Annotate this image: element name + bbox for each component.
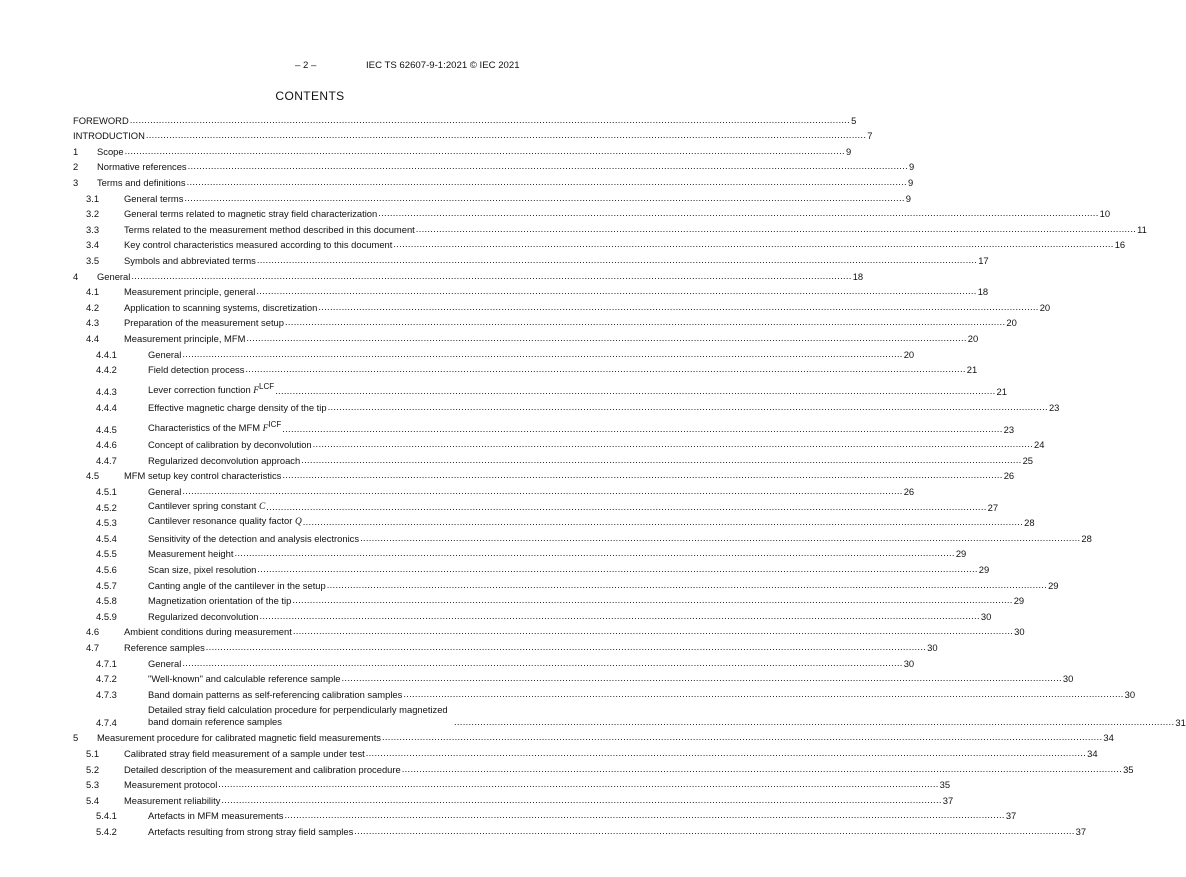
toc-entry-title	[148, 704, 453, 728]
toc-entry-title	[148, 548, 233, 559]
toc-entry-title-text: "Well-known" and calculable reference sample	[148, 673, 341, 685]
toc-entry-symbol: Q	[294, 517, 302, 528]
toc-entry-number: 4.5.4	[96, 532, 117, 544]
toc-entry-page: 7	[867, 130, 873, 142]
toc-entry-number: 4.7	[86, 642, 100, 653]
toc-entry-page: 11	[1137, 223, 1147, 235]
toc-entry-number: 5.4.2	[96, 825, 117, 837]
toc-entry-leader-dots	[184, 192, 904, 203]
toc-entry[interactable]	[73, 481, 915, 498]
toc-entry-title-text: General	[148, 348, 182, 360]
toc-entry-title	[148, 595, 291, 606]
toc-entry-title-text: Measurement height	[148, 548, 234, 560]
toc-entry-title-text: Cantilever resonance quality factor	[148, 515, 293, 527]
toc-entry-title	[124, 470, 281, 481]
toc-entry-number: 4.4.7	[96, 454, 117, 466]
toc-entry-title-text: Scan size, pixel resolution	[148, 564, 257, 576]
toc-entry-number: 3.5	[86, 254, 100, 266]
toc-entry-leader-dots	[285, 316, 1005, 327]
toc-entry[interactable]	[73, 313, 1017, 329]
toc-entry-title-text: Magnetization orientation of the tip	[148, 595, 292, 607]
toc-entry-title	[124, 302, 317, 313]
toc-entry-page: 28	[1081, 532, 1092, 544]
toc-entry-title-text: Application to scanning systems, discretization	[124, 301, 318, 313]
toc-entry-number: 5.1	[86, 747, 100, 759]
toc-entry-leader-dots	[146, 129, 866, 140]
toc-entry-page: 30	[980, 610, 992, 622]
toc-entry-title	[124, 317, 284, 328]
toc-entry[interactable]	[73, 575, 1059, 591]
toc-entry-leader-dots	[245, 363, 965, 374]
toc-entry[interactable]	[73, 700, 1186, 728]
toc-entry-leader-dots	[246, 332, 966, 343]
toc-entry-leader-dots	[301, 454, 1021, 465]
toc-entry-number: 3.4	[86, 239, 100, 251]
toc-entry-page: 20	[1006, 317, 1017, 329]
toc-entry-leader-dots	[342, 672, 1062, 683]
toc-entry-leader-dots	[130, 114, 850, 125]
toc-entry-number: 1	[73, 145, 79, 157]
toc-entry-title-text: Measurement procedure for calibrated magnetic field measurements	[97, 732, 381, 744]
toc-entry-title-text: Lever correction function	[148, 384, 251, 396]
toc-entry-title	[124, 764, 401, 775]
toc-entry[interactable]	[73, 204, 1111, 220]
toc-entry[interactable]	[73, 126, 873, 142]
toc-entry-symbol: C	[259, 501, 266, 512]
toc-entry-page: 35	[939, 779, 951, 791]
toc-entry-page: 30	[903, 657, 915, 669]
toc-entry-page: 37	[942, 794, 954, 806]
toc-entry-page: 28	[1024, 517, 1035, 529]
toc-entry-leader-dots	[378, 207, 1098, 218]
toc-entry-page: 9	[907, 176, 914, 188]
toc-entry-number: 4.5.1	[96, 486, 117, 498]
toc-entry-page: 18	[852, 270, 864, 282]
toc-entry-leader-dots	[125, 145, 845, 156]
toc-entry-page: 35	[1123, 763, 1134, 775]
toc-entry-title-text: Measurement protocol	[124, 779, 218, 791]
toc-entry-number: 4.5.3	[96, 517, 117, 529]
toc-entry-leader-dots	[257, 563, 977, 574]
toc-entry-title	[124, 626, 292, 637]
toc-entry-page: 17	[978, 254, 989, 266]
toc-entry-number: 4.7.1	[96, 657, 117, 669]
toc-entry[interactable]	[73, 328, 979, 344]
toc-entry-leader-dots	[284, 809, 1004, 820]
toc-entry[interactable]	[73, 297, 1051, 313]
toc-entry-title-text: Regularized deconvolution approach	[148, 454, 301, 466]
toc-entry-number: 5.4.1	[96, 810, 117, 822]
toc-entry-page: 21	[996, 386, 1007, 398]
toc-entry-symbol: F	[253, 386, 260, 397]
toc-entry-leader-dots	[354, 825, 1074, 836]
toc-entry-page: 29	[1013, 595, 1025, 607]
toc-entry[interactable]	[73, 397, 1060, 413]
toc-entry-title	[124, 286, 255, 297]
toc-entry-title	[148, 364, 244, 375]
toc-entry-leader-dots	[303, 516, 1023, 527]
document-reference: IEC TS 62607-9-1:2021 © IEC 2021	[366, 60, 520, 71]
toc-entry-page: 26	[903, 486, 915, 498]
toc-entry-title	[97, 177, 186, 188]
toc-entry-title	[124, 224, 415, 235]
toc-entry-title-text: Normative references	[97, 161, 187, 173]
toc-entry[interactable]	[73, 188, 911, 204]
toc-entry-title-text: Detailed stray field calculation procedure for perpendicularly magnetized band domain reference samples	[148, 703, 448, 727]
toc-entry-title-text: Symbols and abbreviated terms	[124, 254, 256, 266]
toc-entry-number: 4.5.2	[96, 501, 117, 513]
toc-entry-leader-dots	[403, 688, 1123, 699]
toc-entry-title	[148, 455, 300, 466]
toc-entry[interactable]	[73, 684, 1136, 700]
toc-entry-leader-dots	[266, 501, 986, 512]
toc-entry-title-text: Characteristics of the MFM	[148, 421, 261, 433]
toc-entry[interactable]	[73, 591, 1025, 607]
toc-entry-title	[124, 208, 377, 219]
toc-entry-title	[148, 689, 402, 700]
toc-entry-leader-dots	[454, 716, 1174, 727]
toc-entry-leader-dots	[260, 610, 980, 621]
toc-entry-superscript: LCF	[259, 382, 275, 392]
toc-entry-page: 37	[1075, 825, 1087, 837]
toc-entry-title	[97, 271, 130, 282]
toc-entry-leader-dots	[131, 270, 851, 281]
toc-entry-page: 23	[1048, 401, 1060, 413]
table-of-contents	[73, 110, 1186, 837]
toc-entry-leader-dots	[187, 176, 907, 187]
toc-entry-leader-dots	[257, 254, 977, 265]
toc-entry[interactable]	[73, 743, 1098, 759]
toc-entry-number: 4.5.5	[96, 548, 117, 560]
toc-entry-leader-dots	[393, 238, 1113, 249]
toc-entry-title	[124, 748, 365, 759]
toc-entry-page: 18	[977, 286, 989, 298]
toc-entry[interactable]	[73, 157, 915, 173]
toc-entry-leader-dots	[182, 348, 902, 359]
toc-entry-leader-dots	[218, 778, 938, 789]
toc-entry-page: 10	[1099, 208, 1111, 220]
toc-entry-page: 5	[851, 114, 857, 126]
toc-entry-title-text: Measurement principle, MFM	[124, 332, 246, 344]
toc-entry-leader-dots	[293, 625, 1013, 636]
toc-entry[interactable]	[73, 513, 1035, 529]
toc-entry[interactable]	[73, 344, 915, 360]
toc-entry-number: 4	[73, 270, 79, 282]
toc-entry-title	[148, 515, 302, 528]
toc-entry-number: 5.4	[86, 794, 100, 806]
toc-entry-number: 4.3	[86, 317, 100, 329]
toc-entry-leader-dots	[327, 579, 1047, 590]
toc-entry[interactable]	[73, 806, 1017, 822]
toc-entry[interactable]	[73, 606, 992, 622]
toc-entry[interactable]	[73, 219, 1147, 235]
toc-entry-number: 4.5.7	[96, 579, 117, 591]
toc-entry-number: 4.6	[86, 626, 100, 638]
toc-entry-title-text: Preparation of the measurement setup	[124, 317, 284, 329]
toc-entry-title	[124, 795, 220, 806]
toc-entry-title-text: FOREWORD	[73, 114, 129, 126]
toc-entry[interactable]	[73, 497, 999, 513]
toc-entry-symbol: F	[262, 423, 269, 434]
toc-entry-title-text: Terms and definitions	[97, 176, 186, 188]
toc-entry-number: 4.4.3	[96, 386, 117, 398]
toc-entry-page: 26	[1003, 470, 1015, 482]
toc-entry-number: 4.5.8	[96, 595, 117, 607]
toc-entry-title-text: Artefacts in MFM measurements	[148, 810, 284, 822]
toc-entry-leader-dots	[402, 763, 1122, 774]
toc-entry-title	[148, 439, 312, 450]
toc-entry-number: 4.7.4	[96, 716, 117, 728]
toc-entry-page: 37	[1005, 810, 1017, 822]
toc-entry-leader-dots	[282, 469, 1002, 480]
toc-entry-leader-dots	[256, 285, 976, 296]
toc-entry-page: 30	[1062, 673, 1074, 685]
toc-entry-number: 4.1	[86, 286, 100, 298]
toc-entry[interactable]	[73, 172, 914, 188]
toc-entry-page: 30	[1124, 688, 1136, 700]
toc-entry-number: 4.4.1	[96, 348, 117, 360]
toc-entry-number: 4.4	[86, 332, 100, 344]
toc-entry-title-text: Calibrated stray field measurement of a sample under test	[124, 747, 365, 759]
toc-entry-title	[148, 658, 181, 669]
toc-entry-title-text: Cantilever spring constant	[148, 499, 257, 511]
toc-entry-title-text: MFM setup key control characteristics	[124, 470, 282, 482]
toc-entry-number: 4.7.2	[96, 673, 117, 685]
toc-entry-leader-dots	[182, 485, 902, 496]
toc-entry-title-text: Field detection process	[148, 364, 245, 376]
toc-entry-title-text: Artefacts resulting from strong stray field samples	[148, 825, 354, 837]
toc-entry[interactable]	[73, 282, 989, 298]
toc-entry-page: 23	[1003, 423, 1015, 435]
toc-entry-page: 20	[1039, 301, 1051, 313]
toc-entry[interactable]	[73, 559, 990, 576]
toc-entry-title-text: General	[148, 486, 182, 498]
toc-entry[interactable]	[73, 821, 1087, 837]
toc-entry-page: 9	[845, 145, 852, 157]
toc-entry-number: 4.4.2	[96, 364, 117, 376]
toc-entry-page: 9	[905, 192, 911, 204]
toc-entry-title	[124, 239, 392, 250]
toc-entry-title	[148, 402, 327, 413]
toc-entry-superscript: ICF	[268, 419, 282, 429]
toc-entry[interactable]	[73, 544, 967, 560]
toc-entry[interactable]	[73, 250, 989, 266]
toc-entry[interactable]	[73, 728, 1114, 744]
toc-entry-title-text: Measurement principle, general	[124, 286, 256, 298]
toc-entry-leader-dots	[416, 223, 1136, 234]
toc-entry-title-text: Scope	[97, 145, 124, 157]
toc-entry-title	[124, 255, 256, 266]
toc-entry[interactable]	[73, 235, 1126, 251]
toc-entry-page: 29	[1048, 579, 1059, 591]
toc-entry-number: 5.2	[86, 763, 100, 775]
toc-entry-number: 5.3	[86, 779, 100, 791]
toc-entry-number: 3.1	[86, 192, 100, 204]
toc-entry-title	[148, 486, 181, 497]
toc-entry-number: 4.7.3	[96, 688, 117, 700]
toc-entry-leader-dots	[221, 794, 941, 805]
toc-entry-number: 2	[73, 161, 79, 173]
toc-entry-title-text: Detailed description of the measurement and calibration procedure	[124, 763, 401, 775]
toc-entry[interactable]	[73, 637, 938, 653]
toc-entry-leader-dots	[182, 657, 902, 668]
toc-entry[interactable]	[73, 141, 852, 157]
toc-entry-title-text: Terms related to the measurement method described in this document	[124, 223, 415, 235]
toc-entry-page: 34	[1087, 747, 1098, 759]
toc-entry-number: 4.5	[86, 470, 100, 482]
toc-entry-page: 34	[1103, 732, 1114, 744]
toc-entry-page: 20	[967, 332, 979, 344]
toc-entry[interactable]	[73, 759, 1134, 775]
toc-entry-leader-dots	[360, 532, 1080, 543]
toc-entry-title	[124, 333, 245, 344]
toc-entry-title	[148, 580, 326, 591]
toc-entry[interactable]	[73, 375, 1007, 398]
toc-entry-title	[124, 193, 183, 204]
toc-entry-number: 3.2	[86, 208, 100, 220]
toc-entry-page: 16	[1114, 239, 1126, 251]
toc-entry-title-text: General	[148, 657, 182, 669]
toc-entry-number: 4.4.6	[96, 439, 117, 451]
toc-entry[interactable]	[73, 435, 1045, 451]
toc-entry-number: 5	[73, 732, 79, 744]
page-header	[0, 60, 620, 76]
toc-entry-title	[148, 611, 259, 622]
toc-entry-title	[73, 130, 145, 141]
toc-entry[interactable]	[73, 450, 1033, 466]
toc-entry-title-text: Sensitivity of the detection and analysis electronics	[148, 532, 360, 544]
toc-entry-number: 4.5.6	[96, 564, 117, 576]
toc-entry-page: 20	[903, 348, 915, 360]
toc-entry[interactable]	[73, 653, 915, 669]
toc-entry-page: 29	[955, 548, 967, 560]
toc-entry-page: 31	[1175, 716, 1186, 728]
toc-entry-title	[124, 642, 205, 653]
toc-entry-page: 30	[927, 642, 938, 653]
toc-entry-leader-dots	[328, 401, 1048, 412]
toc-entry-title	[124, 779, 217, 790]
toc-entry[interactable]	[73, 466, 1015, 482]
toc-entry-number: 4.4.5	[96, 423, 117, 435]
toc-entry-page: 9	[908, 161, 915, 173]
toc-entry-title	[148, 381, 274, 397]
toc-entry[interactable]	[73, 669, 1074, 685]
toc-entry-leader-dots	[318, 301, 1038, 312]
toc-entry-title-text: General	[97, 270, 131, 282]
toc-entry-page: 30	[1014, 626, 1025, 638]
toc-entry-leader-dots	[206, 641, 926, 652]
toc-entry-title	[148, 564, 256, 575]
toc-entry-number: 3.3	[86, 223, 100, 235]
toc-entry[interactable]	[73, 622, 1025, 638]
toc-entry-title-text: Ambient conditions during measurement	[124, 626, 292, 638]
toc-entry-title-text: Key control characteristics measured according to this document	[124, 239, 393, 251]
toc-entry-number: 3	[73, 176, 79, 188]
toc-entry-page: 21	[966, 364, 978, 376]
toc-entry-leader-dots	[282, 423, 1002, 434]
toc-entry-number: 4.2	[86, 301, 100, 313]
toc-entry-leader-dots	[366, 747, 1086, 758]
toc-entry-title	[148, 673, 341, 684]
toc-entry-title	[148, 500, 265, 513]
toc-entry-page: 25	[1022, 454, 1033, 466]
toc-entry[interactable]	[73, 413, 1015, 435]
toc-entry-number: 4.4.4	[96, 401, 117, 413]
toc-entry-leader-dots	[292, 594, 1012, 605]
toc-entry-title-text: Reference samples	[124, 642, 205, 653]
toc-entry-title-text: General terms related to magnetic stray field characterization	[124, 208, 378, 220]
toc-entry-title-text: Concept of calibration by deconvolution	[148, 439, 312, 451]
toc-entry[interactable]	[73, 775, 951, 791]
toc-entry-title	[148, 826, 353, 837]
toc-entry-page: 27	[987, 501, 999, 513]
toc-entry-page: 24	[1034, 439, 1045, 451]
toc-entry-title-text: Band domain patterns as self-referencing calibration samples	[148, 688, 403, 700]
toc-entry-leader-dots	[275, 385, 995, 396]
toc-entry-title	[97, 161, 187, 172]
toc-entry-title	[73, 115, 129, 126]
toc-entry[interactable]	[73, 110, 857, 126]
toc-entry-page: 29	[978, 564, 990, 576]
toc-entry-title-text: Measurement reliability	[124, 794, 221, 806]
toc-entry-leader-dots	[234, 547, 954, 558]
toc-entry-title	[148, 533, 359, 544]
toc-entry-title	[148, 349, 181, 360]
toc-entry-leader-dots	[313, 438, 1033, 449]
contents-title: CONTENTS	[275, 89, 345, 103]
toc-entry-title	[148, 419, 281, 435]
toc-entry-number: 4.5.9	[96, 610, 117, 622]
toc-entry[interactable]	[73, 266, 864, 282]
toc-entry[interactable]	[73, 790, 954, 806]
toc-entry-leader-dots	[382, 731, 1102, 742]
toc-entry[interactable]	[73, 360, 978, 376]
toc-entry-title	[97, 732, 381, 743]
page-number: – 2 –	[295, 60, 317, 71]
toc-entry-title-text: Effective magnetic charge density of the tip	[148, 401, 327, 413]
toc-entry-leader-dots	[188, 160, 908, 171]
toc-entry[interactable]	[73, 528, 1092, 544]
toc-entry-title-text: Canting angle of the cantilever in the setup	[148, 579, 326, 591]
toc-entry-title-text: Regularized deconvolution	[148, 610, 259, 622]
toc-entry-title-text: General terms	[124, 192, 184, 204]
toc-entry-title	[148, 810, 283, 821]
toc-entry-title	[97, 146, 124, 157]
toc-entry-title-text: INTRODUCTION	[73, 130, 145, 142]
